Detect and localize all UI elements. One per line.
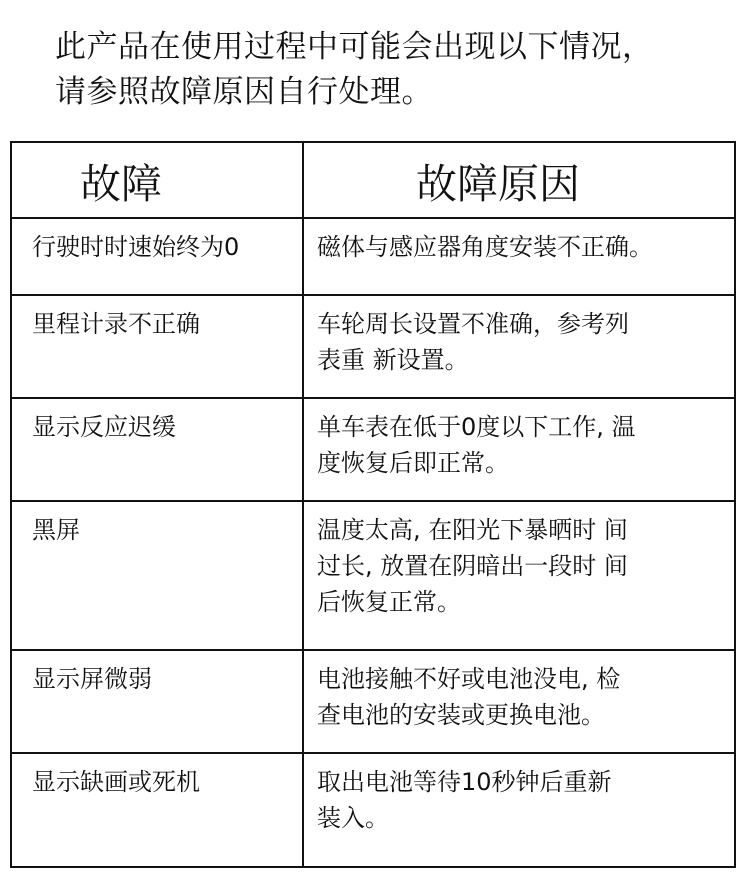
intro-line-2: 请参照故障原因自行处理。 (55, 74, 433, 110)
cause-line: 查电池的安装或更换电池。 (317, 701, 605, 729)
cause-cell (303, 501, 735, 650)
cause-line: 过长, 放置在阴暗出一段时 间 (317, 552, 628, 580)
fault-table (10, 141, 736, 868)
table-header-row (11, 142, 735, 218)
cause-line: 电池接触不好或电池没电, 检 (317, 665, 621, 693)
table-row (11, 650, 735, 753)
cause-line: 装入。 (317, 804, 389, 832)
fault-cell: 显示反应迟缓 (11, 398, 303, 501)
cause-line: 磁体与感应器角度安装不正确。 (317, 233, 653, 261)
intro-text (55, 25, 745, 115)
cause-line: 表重 新设置。 (317, 346, 469, 374)
header-cause: 故障原因 (303, 142, 735, 218)
table-row (11, 753, 735, 867)
fault-cell: 行驶时时速始终为0 (11, 218, 303, 295)
cause-cell (303, 650, 735, 753)
cause-line: 取出电池等待10秒钟后重新 (317, 768, 612, 796)
fault-cell: 黑屏 (11, 501, 303, 650)
cause-line: 度恢复后即正常。 (317, 449, 509, 477)
cause-cell (303, 753, 735, 867)
header-fault: 故障 (11, 142, 303, 218)
cause-line: 后恢复正常。 (317, 588, 461, 616)
cause-line: 温度太高, 在阳光下暴晒时 间 (317, 516, 628, 544)
cause-line: 单车表在低于0度以下工作, 温 (317, 413, 636, 441)
cause-cell (303, 295, 735, 398)
table-row (11, 501, 735, 650)
cause-line: 车轮周长设置不准确，参考列 (317, 310, 629, 338)
table-row (11, 398, 735, 501)
fault-cell: 显示屏微弱 (11, 650, 303, 753)
fault-cell: 显示缺画或死机 (11, 753, 303, 867)
table-row (11, 218, 735, 295)
table-row (11, 295, 735, 398)
intro-line-1: 此产品在使用过程中可能会出现以下情况， (55, 29, 654, 65)
cause-cell (303, 398, 735, 501)
fault-cell: 里程计录不正确 (11, 295, 303, 398)
cause-cell (303, 218, 735, 295)
